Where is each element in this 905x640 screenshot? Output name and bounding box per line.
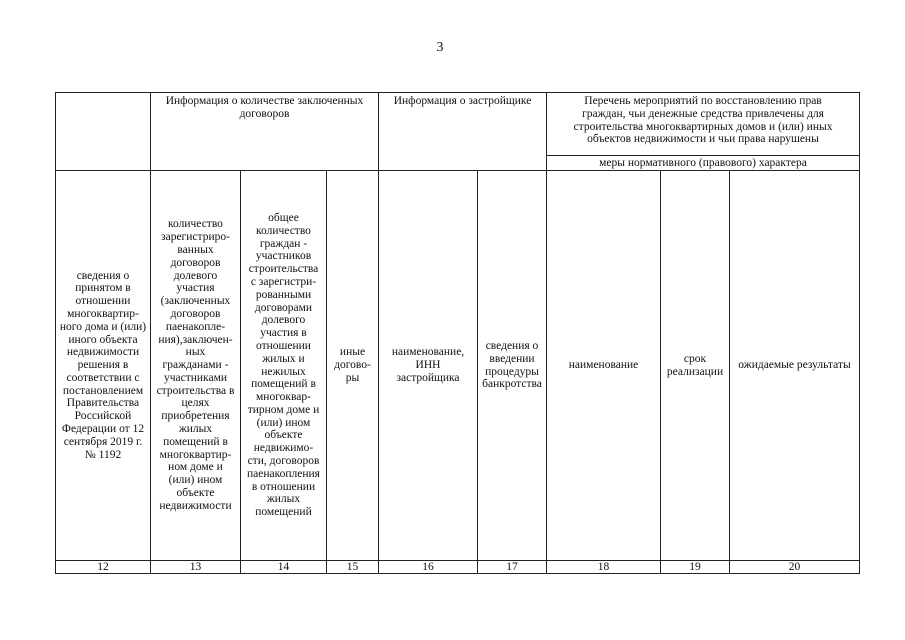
column-18-description: наименование xyxy=(568,359,639,372)
column-17-description: сведения о введении процедуры банкротства xyxy=(482,339,542,391)
column-number: 19 xyxy=(689,560,701,573)
column-number: 17 xyxy=(506,560,518,573)
column-14-description: общее количество граждан - участников строительства с зарегистри- рованными договорами долевого участия в отношении жилых и нежилых помещений в многоквар- тирном доме и (или) ином объекте недвижимо- сти, договоров паенакопления в отношении жилых помещений xyxy=(247,211,320,519)
column-number: 13 xyxy=(189,560,202,573)
page-number: 3 xyxy=(436,40,444,55)
column-number: 14 xyxy=(277,560,290,573)
column-16-description: наименование, ИНН застройщика xyxy=(391,346,465,384)
column-number: 20 xyxy=(788,560,801,573)
column-number: 15 xyxy=(346,560,359,573)
column-13-description: количество зарегистриро- ванных договоров долевого участия (заключенных договоров паенакопле- ния),заключен- ных гражданами - участниками строительства в целях приобретения жилых помещений в многоквартир- ном доме и (или) ином объекте недвижимости xyxy=(156,218,235,512)
column-15-description: иные догово- ры xyxy=(334,346,371,384)
column-number: 16 xyxy=(422,560,434,573)
column-19-description: срок реализации xyxy=(666,352,724,378)
table-border-bottom xyxy=(55,573,860,574)
column-number: 12 xyxy=(97,560,109,573)
column-20-description: ожидаемые результаты xyxy=(738,359,851,372)
column-12-description: сведения о принятом в отношении многоквартир- ного дома и (или) иного объекта недвижимости решения в соответствии с постановлением Правительства Российской Федерации от 12 сентября 2019 г. № 1192 xyxy=(59,269,147,461)
header-contracts-info: Информация о количестве заключенных договоров xyxy=(165,95,364,120)
measures-table xyxy=(55,92,860,574)
header-normative-measures: меры нормативного (правового) характера xyxy=(599,156,807,169)
table-border-right xyxy=(859,92,860,574)
column-number: 18 xyxy=(597,560,610,573)
header-developer-info: Информация о застройщике xyxy=(393,95,532,107)
header-measures-list: Перечень мероприятий по восстановлению прав граждан, чьи денежные средства привлечены для строительства многоквартирных домов и (или) иных объектов недвижимости и чьи права нарушены xyxy=(573,95,833,146)
